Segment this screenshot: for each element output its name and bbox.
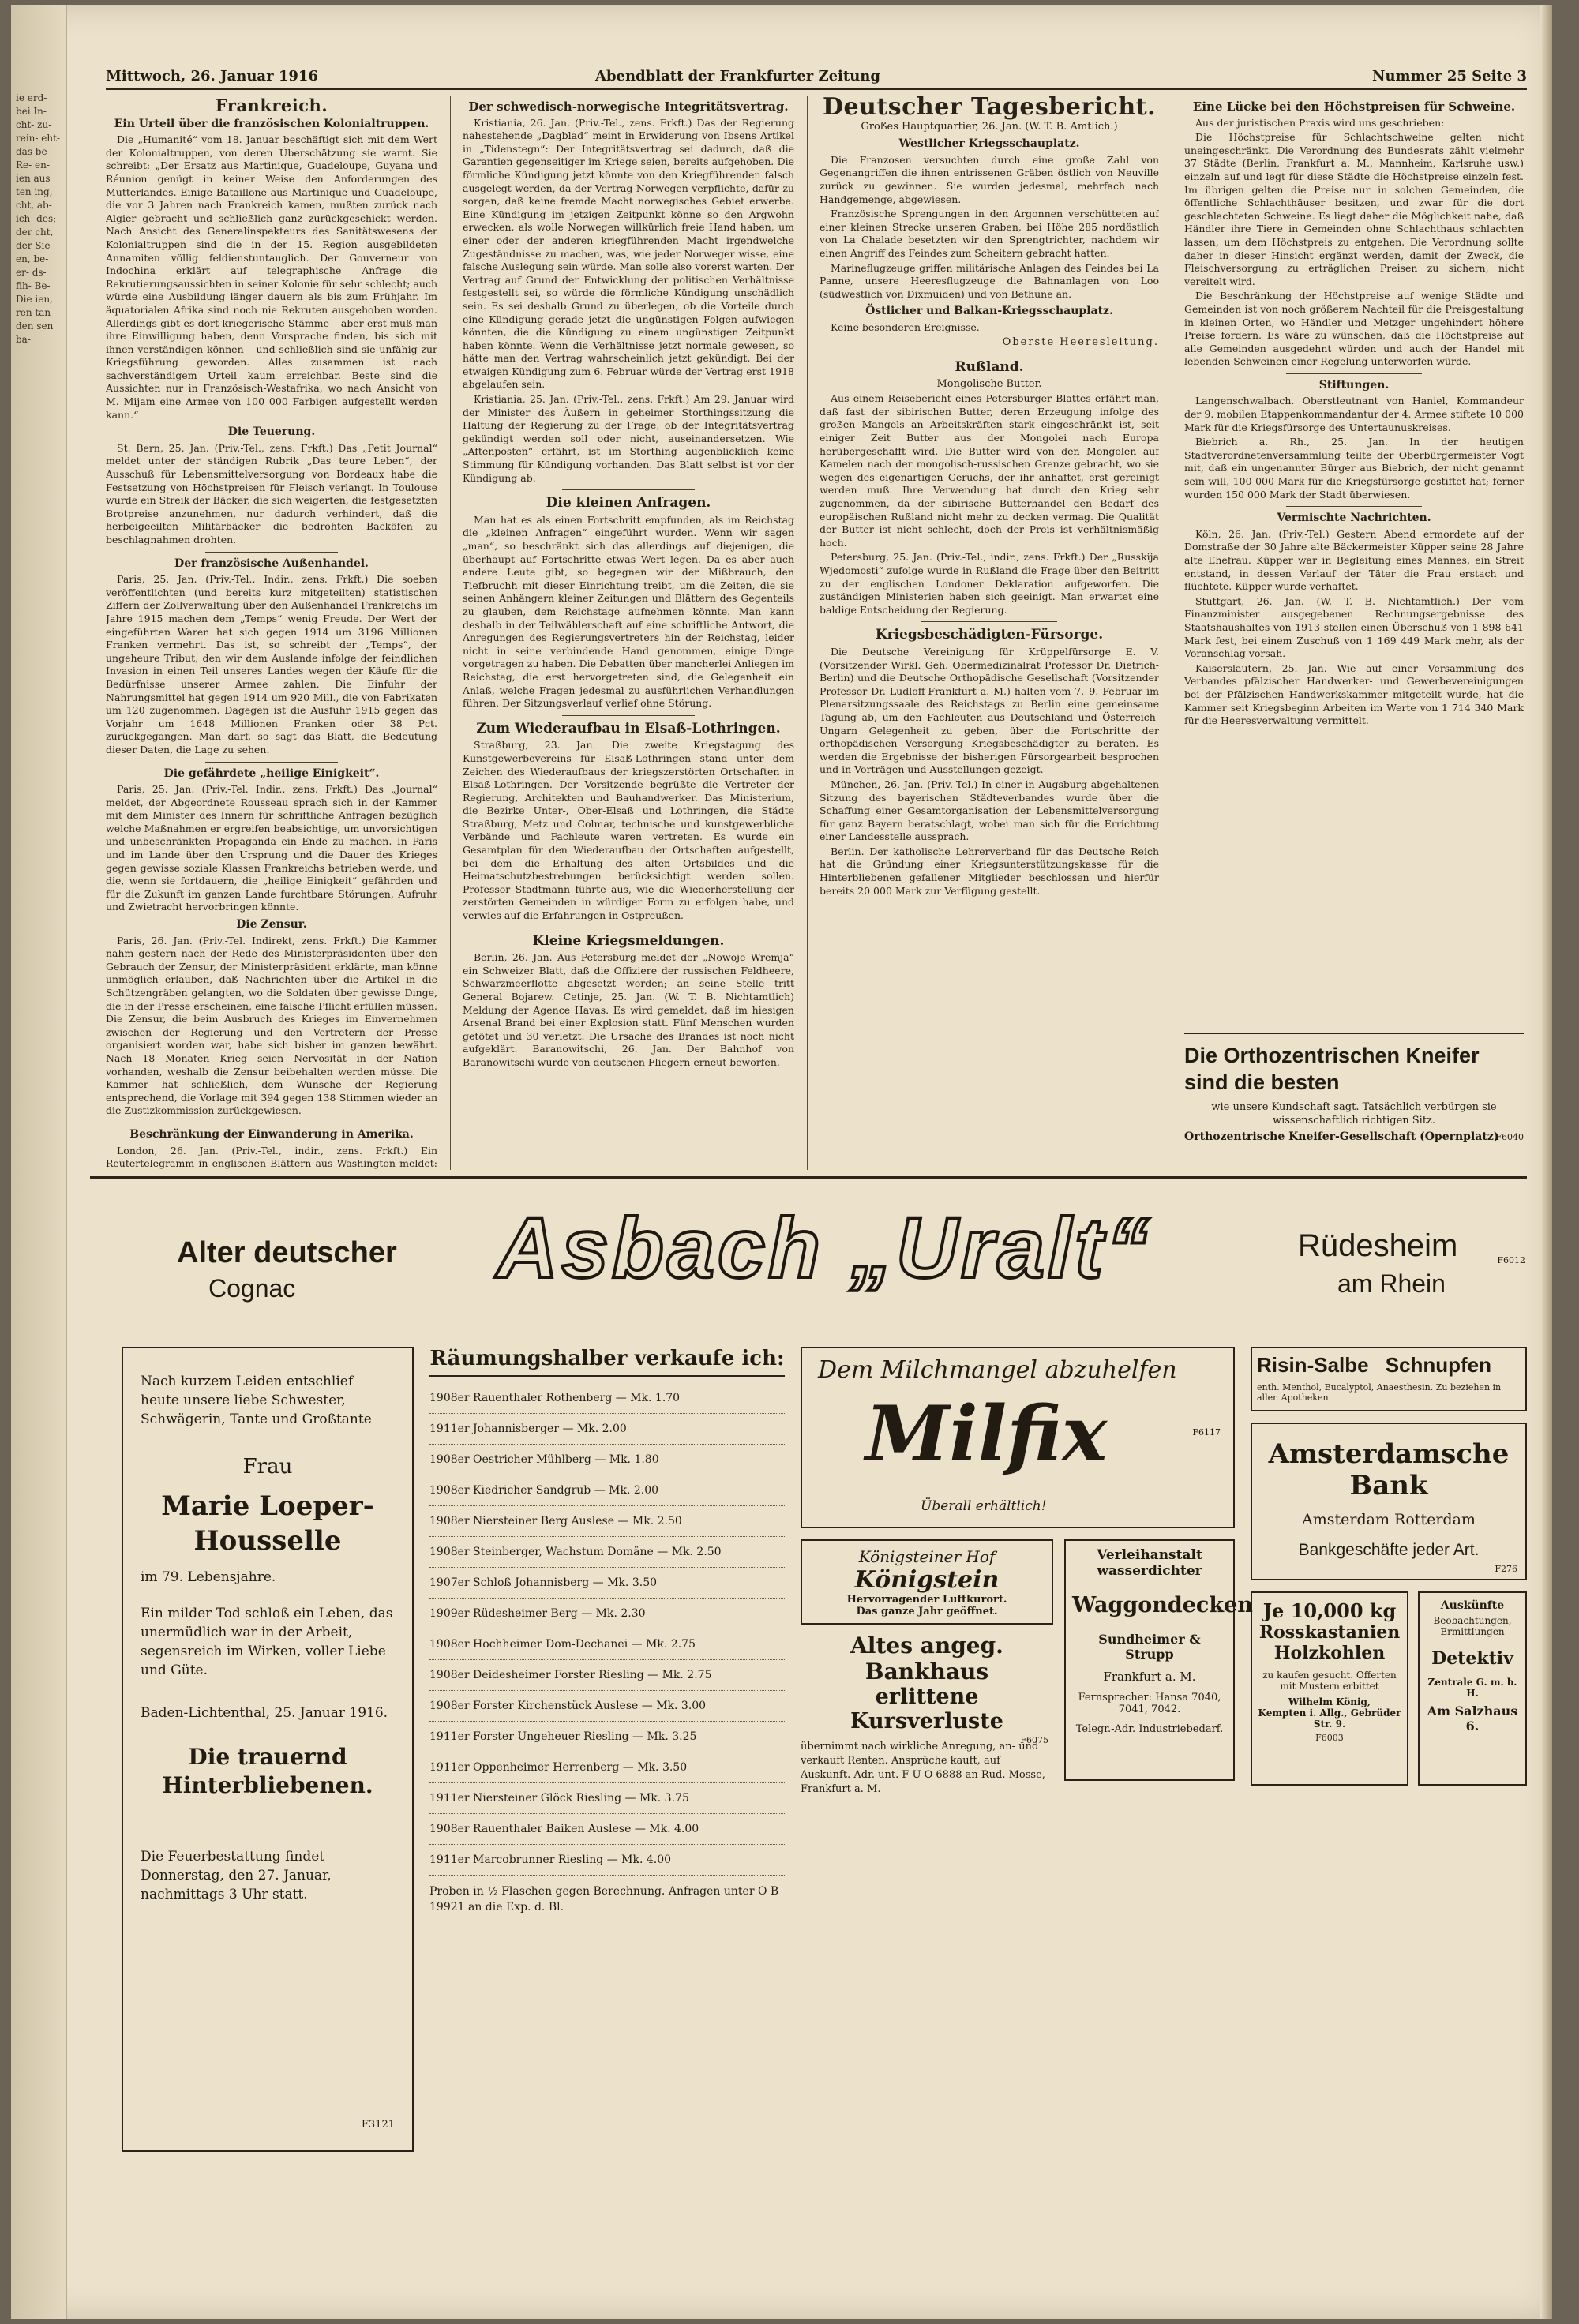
bank-subtitle: erlittene Kursverluste [850, 1685, 1003, 1734]
article-text: Berlin, 26. Jan. Aus Petersburg meldet der „Nowoje Wremja“ ein Schweizer Blatt, daß die Offiziere der russischen Feldheere, Schwarzmeerflotte abgesetzt worden; an seine Stelle tritt General Bojarew. Cetinje, 25. Jan. (W. T. B. Nichtamtlich) Meldung der Agence Havas. Es wird gemeldet, daß im hiesigen Arsenal Brand bei einer Explosion statt. Fünf Menschen wurden getötet und 30 verletzt. Die Ursache des Brandes ist noch nicht aufgeklärt. Baranowitschi, 26. Jan. Der Bahnhof von Baranowitschi wurde von deutschen Fliegern erneut beworfen. [463, 951, 794, 1068]
det-address: Am Salzhaus 6. [1427, 1704, 1518, 1734]
bank-title: Altes angeg. Bankhaus [850, 1632, 1003, 1685]
waggon-line1: Verleihanstalt wasserdichter [1097, 1547, 1202, 1579]
death-age: im 79. Lebensjahre. [141, 1569, 276, 1585]
headline-russland: Rußland. [955, 359, 1024, 376]
waggon-firm: Sundheimer & Strupp [1098, 1632, 1201, 1662]
wine-list-item: 1909er Rüdesheimer Berg — Mk. 2.30 [429, 1599, 785, 1629]
subhead-aussenhandel: Der französische Außenhandel. [174, 557, 369, 570]
article-text: Die „Humanité“ vom 18. Januar beschäftigt sich mit dem Wert der Kolonialtruppen, von deren Überschätzung sie warnt. Sie schreibt: „Der Ersatz aus Martinique, Guadeloupe, Guyana und Réunion genügt in keiner Weise den Anforderungen des Mutterlandes. Einige Bataillone aus Martinique und Guadeloupe, die vor 3 Jahren nach Frankreich kamen, mußten zurück nach Algier gebracht und schließlich ganz zurückgeschickt werden. Nach Ansicht des Generalinspekteurs des Sanitätswesens der Kolonialtruppen sind die in der 15. Region ausgebildeten Annamiten völlig feldienstuntauglich. Der Gouverneur von Indochina erklärt auf telegraphische Anfrage die Rekrutierungsaussichten in seiner Kolonie für sehr schlecht; auch würde eine Ausbildung länger dauern als bis zum Frühjahr. Im äquatorialen Afrika sind noch nie Rekruten ausgehoben worden. Allerdings gibt es dort kriegerische Stämme – aber erst muß man ihre Einwilligung haben, denn Vorsprache finden, bis sich mit ihnen verständigen können – und schließlich sind sie unfähig zur Kriegsführung geworden. Alles zusammen ist nach sachverständigem Urteil kaum erreichbar. Beste sind die Aussichten nur in Französisch-Westafrika, wo nach Ansicht von M. Mijam eine Armee von 100 000 Farbigen aufgestellt werden kann.“ [106, 133, 437, 421]
column-1 [106, 96, 437, 1170]
death-intro: Nach kurzem Leiden entschlief heute unsere liebe Schwester, Schwägerin, Tante und Großtante [141, 1374, 372, 1427]
amst-cities: Amsterdam Rotterdam [1302, 1511, 1476, 1528]
divider [205, 552, 338, 553]
article-text: Man hat es als einen Fortschritt empfunden, als im Reichstag die „kleinen Anfragen“ eingeführt wurden. Wenn wir sagen „man“, so beschränkt sich das allerdings auf diejenigen, die überhaupt auf Fortschritte etwas Wert legen. Da es aber auch andere Leute gibt, so begegnen wir der Mißbrauch, den Tiefbruchh mit dieser Einrichtung treibt, um die Zeiten, die sie seinen Anhängern kleiner Zeitungen und Blättern des Gegenteils zu glauben, dem Reichstage aufnehmen könnte. Man kann deshalb in der Teilwählerschaft auf eine schriftliche Antwort, die Anregungen des Regierungsvertreters hin der Reichstag, leider nicht in seine verbindende Hand genommen, einige Dinge vorgetragen zu haben. Die Debatten über mancherlei Anliegen im Reichstag, die erst hervorgetreten sind, die Gelegenheit ein Anlaß, welche Fragen jedesmal zu ausführlichen Verhandlungen führen. Der Sitzungsverlauf verlief ohne Störung. [463, 513, 794, 710]
koenigstein-place: Königstein [854, 1566, 1000, 1594]
header-date: Mittwoch, 26. Januar 1916 [106, 68, 318, 84]
death-place: Baden-Lichtenthal, 25. Januar 1916. [141, 1705, 388, 1721]
divider [921, 621, 1057, 622]
signature: Oberste Heeresleitung. [1002, 335, 1159, 348]
wine-list-item: 1911er Marcobrunner Riesling — Mk. 4.00 [429, 1845, 785, 1876]
subhead-einigkeit: Die gefährdete „heilige Einigkeit“. [163, 767, 380, 780]
divider [1286, 373, 1422, 374]
article-text: Stuttgart, 26. Jan. (W. T. B. Nichtamtlich.) Der vom Finanzminister ausgegebenen Rechnungsergebnisse des Staatshaushaltes von 1913 stellen einen Überschuß von 1 898 641 Mark fest, bei einem Zuschuß von 1 169 449 Mark mehr, als der Voranschlag vorsah. [1184, 594, 1524, 660]
ad-section-rule [90, 1176, 1527, 1179]
death-text: Ein milder Tod schloß ein Leben, das unermüdlich war in der Arbeit, segensreich im Wirken, voller Liebe und Güte. [141, 1606, 393, 1678]
column-rule [450, 96, 451, 1170]
article-text: Paris, 26. Jan. (Priv.-Tel. Indirekt, zens. Frkft.) Die Kammer nahm gestern nach der Rede des Ministerpräsidenten über den Gebrauch der Zensur, der Ministerpräsident erklärte, man könne unmöglich erlauben, daß Nachrichten über die Artikel in die Schützengräben gelangten, wo die Soldaten über gewisse Dinge, die in der Presse erscheinen, eine falsche Pflicht erfüllen müssen. Die Zensur, die beim Ausbruch des Krieges im Einvernehmen zwischen der Regierung und den Vertretern der Presse organisiert worden war, habe sich bisher im ganzen bewährt. Nach 18 Monaten Krieg seien Nervosität in der Nation vorhanden, weshalb die Zensur beibehalten werden müsse. Die Kammer hat schließlich, dem Wunsche der Regierung entsprechend, die Vorlage mit 394 gegen 138 Stimmen wieder an die Zustizkommission zurückgewiesen. [106, 934, 437, 1117]
article-text: Langenschwalbach. Oberstleutnant von Haniel, Kommandeur der 9. mobilen Etappenkommandantur der 4. Armee stiftete 10 000 Mark für die Kriegsfürsorge des Untertaunuskreises. [1184, 395, 1524, 433]
wine-list-item: 1911er Oppenheimer Herrenberg — Mk. 3.50 [429, 1752, 785, 1783]
ross-address: Kempten i. Allg., Gebrüder Str. 9. [1258, 1707, 1401, 1730]
column-2 [463, 96, 794, 1170]
article-text: München, 26. Jan. (Priv.-Tel.) In einer in Augsburg abgehaltenen Sitzung des bayerischen Städteverbandes wurde über die Schaffung einer Gesamtorganisation der Lebensmittelversorgung für ganz Bayern beratschlagt, wobei man sich für die Errichtung einer Landesstelle aussprach. [820, 778, 1159, 843]
subhead-westlich: Westlicher Kriegsschauplatz. [898, 137, 1080, 151]
waggon-phone: Fernsprecher: Hansa 7040, 7041, 7042. [1078, 1692, 1221, 1715]
divider [1286, 506, 1422, 507]
asbach-ad [90, 1189, 1527, 1339]
headline-kleine-anfragen: Die kleinen Anfragen. [546, 495, 711, 512]
article-text: Die Franzosen versuchten durch eine große Zahl von Gegenangriffen die ihnen entrissenen Gräben östlich von Neuville zurück zu gewinnen. Sie wurden jedesmal, mehrfach nach Handgemenge, abgewiesen. [820, 153, 1159, 205]
asbach-right-line2: am Rhein [1337, 1269, 1446, 1298]
wine-list-item: 1911er Johannisberger — Mk. 2.00 [429, 1414, 785, 1445]
wine-list-item: 1908er Hochheimer Dom-Dechanei — Mk. 2.75 [429, 1629, 785, 1660]
rosskastanien-ad [1251, 1591, 1408, 1786]
divider [562, 489, 695, 490]
article-text: Die Beschränkung der Höchstpreise auf wenige Städte und Gemeinden ist von noch größerem Nachteil für die Preisgestaltung in kleinen Orten, wo Händler und Metzger ungehindert höhere Preise fordern. Es wäre zu wünschen, daß die Höchstpreise auf alle Gemeinden ausgedehnt würden und auch der Handel mit lebenden Schweinen einer Regelung unterworfen würde. [1184, 290, 1524, 368]
ad-code: F6003 [1315, 1733, 1344, 1743]
asbach-right-line1: Rüdesheim [1298, 1228, 1458, 1263]
article-text: Straßburg, 23. Jan. Die zweite Kriegstagung des Kunstgewerbevereins für Elsaß-Lothringen stand unter dem Zeichen des Wiederaufbaus der kriegszerstörten Ortschaften in Elsaß-Lothringen. Der Vorsitzende begrüßte die Vertreter der Regierung, Architekten und Bauhandwerker. Das Ministerium, die Bezirke Unter-, Ober-Elsaß und Lothringen, die Städte Straßburg, Metz und Colmar, technische und kunstgewerbliche Verbände und Fachleute waren vertreten. Es wurde ein Gesamtplan für den Wiederaufbau der Ortschaften aufgestellt, bei dem die Erhaltung des alten Ortsbildes und die Heimatschutzbestrebungen berücksichtigt werden sollen. Professor Stadtmann führte aus, wie die Wiederherstellung der zerstörten Gemeinden in würdiger Form zu erfolgen habe, und verwies auf die Erfahrungen in Ostpreußen. [463, 739, 794, 922]
detektiv-ad [1418, 1591, 1527, 1786]
article-text: Kristiania, 26. Jan. (Priv.-Tel., zens. Frkft.) Das der Regierung nahestehende „Dagblad“ meint in Erwiderung von Ibsens Artikel in „Tidenstegn“: Der Integritätsvertrag sei dadurch, daß die Garantien gegenseitiger im Kriege seien, bereits aufgehoben. Die förmliche Kündigung jetzt könnte von den Kriegführenden falsch ausgelegt werden, da der Vertrag Norwegen verpflichte, dafür zu sorgen, daß keine fremde Macht norwegisches Gebiet erwerbe. Eine Kündigung im jetzigen Zeitpunkt könne so den Argwohn erwecken, als wolle Norwegen willkürlich freie Hand haben, um einer oder der anderen kriegführenden Macht irgendwelche Zugeständnisse zu machen, was, wie jeder Norweger wisse, eine falsche Auslegung sein würde. Man solle also vorerst warten. Der Vertrag auf Grund der Entwicklung der politischen Verhältnisse festgestellt sei, so würde die förmliche Kündigung unschädlich sein. Es sei deshalb Grund zu überlegen, ob die Vorteile durch eine Kündigung gerade jetzt die ungünstigen Folgen aufwiegen könnten, die die Kündigung zu einem ungünstigen Zeitpunkt haben könnte. Wenn die Verhältnisse jetzt normale gewesen, so hätte man den Vertrag wahrscheinlich jetzt gekündigt. Bei der etwaigen Kündigung zum 6. Februar würde der Vertrag erst 1918 abgelaufen sein. [463, 116, 794, 391]
death-frau: Frau [242, 1455, 293, 1479]
wine-list-item: 1907er Schloß Johannisberg — Mk. 3.50 [429, 1568, 785, 1599]
risin-brand: Risin-Salbe [1257, 1353, 1369, 1377]
headline-frankreich: Frankreich. [215, 96, 328, 115]
wine-list-item: 1908er Rauenthaler Baiken Auslese — Mk. 4.00 [429, 1814, 785, 1845]
article-text: Französische Sprengungen in den Argonnen verschütteten auf einer kleinen Strecke unseren Graben, bei Höhe 285 nordöstlich von La Chalade besetzten wir den Sprengtrichter, nachdem wir einen Angriff des Feindes zum Scheitern gebracht hatten. [820, 208, 1159, 259]
headline-hoechstpreise: Eine Lücke bei den Höchstpreisen für Schweine. [1192, 99, 1516, 114]
milfix-ad [801, 1347, 1235, 1528]
asbach-brand: Asbach „Uralt“ [496, 1200, 1153, 1295]
subhead-kolonialtruppen: Ein Urteil über die französischen Kolonialtruppen. [114, 117, 429, 130]
wine-list-item: 1908er Deidesheimer Forster Riesling — Mk. 2.75 [429, 1660, 785, 1691]
headline-tagesbericht: Deutscher Tagesbericht. [822, 96, 1157, 121]
wine-list-item: 1908er Rauenthaler Rothenberg — Mk. 1.70 [429, 1383, 785, 1414]
subhead-einwanderung: Beschränkung der Einwanderung in Amerika. [129, 1127, 414, 1141]
headline-kriegsmeldungen: Kleine Kriegsmeldungen. [532, 932, 725, 949]
risin-text: enth. Menthol, Eucalyptol, Anaesthesin. Zu beziehen in allen Apotheken. [1257, 1382, 1502, 1403]
article-text: Paris, 25. Jan. (Priv.-Tel., Indir., zens. Frkft.) Die soeben veröffentlichten (und bereits kurz mitgeteilten) statistischen Ziffern der Zollverwaltung über den Außenhandel Frankreichs im Jahre 1915 machen dem „Temps“ wenig Freude. Der Wert der eingeführten Waren hat sich gegen 1914 um 3196 Millionen Franken vermehrt. Das ist, so schreibt der „Temps“, der ungeheure Tribut, den wir dem Auslande infolge der feindlichen Invasion in einen Teil unseres Landes wegen der Käufe für die Bedürfnisse unserer Armee zahlen. Die Einfuhr der Nahrungsmittel hat gegen 1914 um 920 Mill., die von Fabrikaten um 120 zugenommen. Dagegen ist die Ausfuhr 1915 gegen das Vorjahr um 1648 Millionen Franken oder 38 Pct. zurückgegangen. Man darf, so sagt das Blatt, die Bedeutung dieser Daten, die Lage zu sehen. [106, 573, 437, 755]
kneifer-text: wie unsere Kundschaft sagt. Tatsächlich verbürgen sie wissenschaftlich richtigen Sitz. [1211, 1101, 1497, 1126]
ross-item2: Holzkohlen [1273, 1643, 1386, 1663]
page-binding-edge [1540, 5, 1552, 2319]
article-text: St. Bern, 25. Jan. (Priv.-Tel., zens. Frkft.) Das „Petit Journal“ meldet unter der ständigen Rubrik „Das teure Leben“, der Ausschuß für Lebensmittelversorgung von Bordeaux habe die Festsetzung von Höchstpreisen für Fleisch verlangt. In Toulouse wurde ein Streik der Bäcker, die sich weigerten, die festgesetzten Brotpreise anzunehmen, nur dadurch verhindert, daß die herbeigeeilten Militärbäcker die bedrohten Backöfen zu beschlagnahmen drohten. [106, 441, 437, 545]
milfix-sub: Überall erhältlich! [921, 1498, 1047, 1514]
wine-sale-ad [429, 1347, 785, 2152]
koenigstein-ad [801, 1539, 1053, 1625]
waggon-city: Frankfurt a. M. [1103, 1670, 1196, 1684]
headline-stiftungen: Stiftungen. [1318, 378, 1390, 392]
headline-wiederaufbau: Zum Wiederaufbau in Elsaß-Lothringen. [476, 720, 781, 737]
headline-integritaetsvertrag: Der schwedisch-norwegische Integritätsvertrag. [468, 99, 789, 114]
asbach-left-line1: Alter deutscher [177, 1236, 397, 1269]
article-text: Paris, 25. Jan. (Priv.-Tel. Indir., zens. Frkft.) Das „Journal“ meldet, der Abgeordnete Rousseau sprach sich in der Kammer mit dem Minister des Innern für schriftliche Anfragen bezüglich welche Maßnahmen er ergreifen beabsichtige, um unvorsichtigen und unbeschränkten Propaganda ein Ende zu machen. In Paris und im Lande über den Ursprung und die Dauer des Krieges gegen gewisse soziale Klassen Frankreichs betrieben werde, und die, wenn sie fortdauern, die „heilige Einigkeit“ gefährden und für die Zukunft im ganzen Lande furchtbare Störungen, Aufruhr und Zwietracht hervorbringen könnte. [106, 783, 437, 913]
waggon-telegraph: Telegr.-Adr. Industriebedarf. [1075, 1723, 1224, 1735]
running-header [106, 65, 1527, 90]
koenigstein-desc: Hervorragender Luftkurort. [846, 1594, 1007, 1606]
bankhaus-ad [801, 1632, 1053, 1795]
wine-list-item: 1908er Kiedricher Sandgrub — Mk. 2.00 [429, 1475, 785, 1506]
article-text: Aus einem Reisebericht eines Petersburger Blattes erfährt man, daß fast der sibirischen Butter, deren Erzeugung infolge des großen Mangels an Arbeitskräften stark eingeschränkt ist, seit einiger Zeit Butter aus der Mongolei nach Europa herübergeschafft wird. Die Butter wird von den Mongolen auf Kamelen nach der mongolisch-russischen Grenze gebracht, wo sie wegen des eigenartigen Geruchs, der ihr anhaftet, erst gereinigt werden muß. Ihre Verwendung hat durch den Krieg sehr zugenommen, da der sibirische Butterhandel den Bedarf des europäischen Rußland nicht mehr zu decken vermag. Die Qualität der Butter ist nicht schlecht, doch der Preis ist verhältnismäßig hoch. [820, 392, 1159, 549]
ross-text: zu kaufen gesucht. Offerten mit Mustern erbittet [1262, 1670, 1397, 1692]
divider [205, 762, 338, 763]
article-text: Marineflugzeuge griffen militärische Anlagen des Feindes bei La Panne, unsere Heeresflugzeuge die Bahnanlagen von Loo (südwestlich von Dixmuiden) und von Bethune an. [820, 261, 1159, 300]
det-firm: Zentrale G. m. b. H. [1427, 1677, 1517, 1699]
wine-list-item: 1908er Forster Kirchenstück Auslese — Mk. 3.00 [429, 1691, 785, 1722]
article-text: Aus der juristischen Praxis wird uns geschrieben: [1195, 116, 1445, 129]
wine-list-item: 1911er Forster Ungeheuer Riesling — Mk. 3.25 [429, 1722, 785, 1752]
article-text: Keine besonderen Ereignisse. [831, 320, 980, 333]
asbach-left-line2: Cognac [208, 1274, 296, 1303]
wine-list-item: 1908er Steinberger, Wachstum Domäne — Mk. 2.50 [429, 1537, 785, 1568]
kneifer-title: Die Orthozentrischen Kneifer sind die besten [1184, 1044, 1480, 1094]
article-text: Die Höchstpreise für Schlachtschweine gelten nicht uneingeschränkt. Die Verordnung des Bundesrats zählt vielmehr 37 Städte (Berlin, Frankfurt a. M., Mannheim, Karlsruhe usw.) einzeln auf und legt für diese Städte die Höchstpreise einzeln fest. Im übrigen gelten die Preise nur in solchen Gemeinden, die öffentliche Schlachthäuser besitzen, und zwar für die dort geschlachteten Schweine. Es liegt daher die Möglichkeit nahe, daß Händler ihre Tiere in Gemeinden ohne Schlachthaus schlachten lassen, um dem Höchstpreis zu entgehen. Die Verordnung sollte daher in dieser Hinsicht ergänzt werden, damit der Zweck, die Fleischversorgung zu erträglichen Preisen zu sichern, nicht vereitelt wird. [1184, 131, 1524, 287]
koenigstein-open: Das ganze Jahr geöffnet. [856, 1606, 998, 1617]
column-3 [820, 96, 1159, 1170]
article-text: Biebrich a. Rh., 25. Jan. In der heutigen Stadtverordnetenversammlung teilte der Oberbürgermeister Vogt mit, daß ein ungenannter Bürger aus Biebrich, der nicht genannt sein will, 100 000 Mark für die Kriegsfürsorge gestiftet hat; ferner wurden 150 000 Mark der Stadt überwiesen. [1184, 436, 1524, 500]
death-notice [122, 1347, 414, 2152]
article-text: Berlin. Der katholische Lehrerverband für das Deutsche Reich hat die Gründung einer Kriegsunterstützungskasse für die Hinterbliebenen gefallener Mitglieder beschlossen und hierfür bereits 20 000 Mark zur Verfügung gestellt. [820, 845, 1159, 897]
waggondecken-ad [1064, 1539, 1253, 1781]
milfix-tagline: Dem Milchmangel abzuhelfen [818, 1356, 1177, 1384]
ross-name: Wilhelm König, [1288, 1696, 1371, 1707]
milfix-brand: Milfix [865, 1389, 1108, 1479]
newspaper-page [11, 5, 1552, 2319]
amsterdamsche-bank-ad [1251, 1423, 1527, 1580]
amst-business: Bankgeschäfte jeder Art. [1298, 1541, 1480, 1559]
divider [562, 715, 695, 716]
article-text: Die Deutsche Vereinigung für Krüppelfürsorge E. V. (Vorsitzender Wirkl. Geh. Obermedizinalrat Professor Dr. Dietrich-Berlin) und die Deutsche Orthopädische Gesellschaft (Vorsitzender Professor Dr. Ludloff-Frankfurt a. M.) halten vom 7.–9. Februar im Plenarsitzungssaale des Reichstags zu Berlin eine gemeinsame Tagung ab, um den Fachleuten aus Deutschland und Österreich-Ungarn Gelegenheit zu geben, über die Fortschritte der orthopädischen Versorgung Kriegsbeschädigter zu beraten. Es werden die Ergebnisse der bisherigen Fürsorgearbeit besprochen und in Vorträgen und Ausstellungen gezeigt. [820, 645, 1159, 776]
wine-title: Räumungshalber verkaufe ich: [429, 1347, 785, 1377]
article-text: Kristiania, 25. Jan. (Priv.-Tel., zens. Frkft.) Am 29. Januar wird der Minister des Äußern in geheimer Storthingssitzung die Haltung der Regierung zu der Frage, ob der Integritätsvertrag gekündigt werden soll oder nicht, auseinandersetzen. Wie „Aftenposten“ erfährt, ist im Storthing augenblicklich keine Stimmung für Kündigung vorhanden. Das Blatt selbst ist vor der Kündigung ab. [463, 393, 794, 484]
ad-code: F3121 [361, 2119, 395, 2131]
ross-amount: Je 10,000 kg [1262, 1599, 1397, 1622]
risin-against: Schnupfen [1385, 1353, 1492, 1377]
ad-code: F6075 [1020, 1735, 1048, 1745]
article-text: Kaiserslautern, 25. Jan. Wie auf einer Versammlung des Verbandes pfälzischer Handwerker- und Gewerbevereinigungen bei der Pfälzischen Handwerkskammer mitgeteilt wurde, hat die Kammer seit Kriegsbeginn Arbeiten im Werte von 1 714 340 Mark für die Heeresverwaltung vermittelt. [1184, 662, 1524, 727]
adjacent-page-gutter [11, 5, 67, 2319]
ad-code: F6040 [1495, 1132, 1524, 1142]
wine-list-item: 1908er Niersteiner Berg Auslese — Mk. 2.50 [429, 1506, 785, 1537]
death-mourners: Die trauernd Hinterbliebenen. [162, 1744, 373, 1798]
death-name: Marie Loeper-Housselle [161, 1490, 374, 1557]
det-sub: Beobachtungen, Ermittlungen [1433, 1615, 1512, 1637]
koenigstein-hotel: Königsteiner Hof [858, 1547, 996, 1566]
ross-item1: Rosskastanien [1258, 1622, 1401, 1643]
header-page-number: Nummer 25 Seite 3 [1372, 68, 1527, 84]
bank-text: übernimmt nach wirkliche Anregung, an- und verkauft Renten. Ansprüche kauft, auf Auskunft. Adr. unt. F U O 6888 an Rud. Mosse, Frankfurt a. M. [801, 1741, 1045, 1795]
article-text: London, 26. Jan. (Priv.-Tel., indir., zens. Frkft.) Ein Reutertelegramm in englischen Blättern aus Washington meldet: [106, 1144, 437, 1170]
ad-code: F6012 [1497, 1255, 1525, 1265]
subhead-teuerung: Die Teuerung. [227, 425, 316, 439]
det-brand: Detektiv [1431, 1648, 1513, 1669]
wine-list [429, 1383, 785, 1876]
gutter-text: ie erd- bei In- cht- zu- rein- eht- das be- Re- en- ien aus ten ing, cht, ab- ich- des; der cht, der Sie en, be- er- ds- fih- Be- Die ien, ren tan den sen ba- [16, 92, 60, 345]
kneifer-ad [1184, 1033, 1524, 1167]
dateline: Großes Hauptquartier, 26. Jan. (W. T. B. Amtlich.) [861, 120, 1118, 133]
header-paper: Abendblatt der Frankfurter Zeitung [595, 68, 880, 84]
wine-list-item: 1911er Niersteiner Glöck Riesling — Mk. 3.75 [429, 1783, 785, 1814]
det-title: Auskünfte [1440, 1599, 1505, 1612]
subhead-zensur: Die Zensur. [236, 918, 307, 931]
column-rule [807, 96, 808, 1170]
article-text: Petersburg, 25. Jan. (Priv.-Tel., indir., zens. Frkft.) Der „Russkija Wjedomosti“ zufolge wurde in Rußland die Frage über den Beitritt zu der englischen Londoner Deklaration aufgeworfen. Die zuständigen Ministerien haben sich geeinigt. Man erwartet eine baldige Entscheidung der Regierung. [820, 551, 1159, 616]
wine-footer: Proben in ½ Flaschen gegen Berechnung. Anfragen unter O B 19921 an die Exp. d. Bl. [429, 1885, 779, 1914]
wine-list-item: 1908er Oestricher Mühlberg — Mk. 1.80 [429, 1445, 785, 1475]
article-text: Köln, 26. Jan. (Priv.-Tel.) Gestern Abend ermordete auf der Domstraße der 30 Jahre alte Bäckermeister Küpper seine 28 Jahre alte Ehefrau. Küpper war in Begleitung eines Mannes, ein Streit entstand, in dessen Verlauf der Täter die Frau erstach und flüchtete. Küpper wurde verhaftet. [1184, 527, 1524, 593]
ad-code: F276 [1495, 1564, 1517, 1574]
subhead-butter: Mongolische Butter. [936, 377, 1042, 390]
waggon-line2: Waggondecken [1072, 1593, 1253, 1617]
column-4 [1184, 96, 1524, 1026]
kneifer-firm: Orthozentrische Kneifer-Gesellschaft (Opernplatz) [1184, 1130, 1499, 1143]
headline-vermischtes: Vermischte Nachrichten. [1277, 512, 1431, 525]
risin-ad [1251, 1347, 1527, 1411]
ad-code: F6117 [1192, 1427, 1221, 1438]
subhead-oestlich: Östlicher und Balkan-Kriegsschauplatz. [865, 305, 1113, 318]
headline-kriegsbeschaedigte: Kriegsbeschädigten-Fürsorge. [875, 627, 1104, 643]
death-funeral: Die Feuerbestattung findet Donnerstag, den 27. Januar, nachmittags 3 Uhr statt. [141, 1849, 332, 1902]
amst-name: Amsterdamsche Bank [1268, 1438, 1510, 1501]
